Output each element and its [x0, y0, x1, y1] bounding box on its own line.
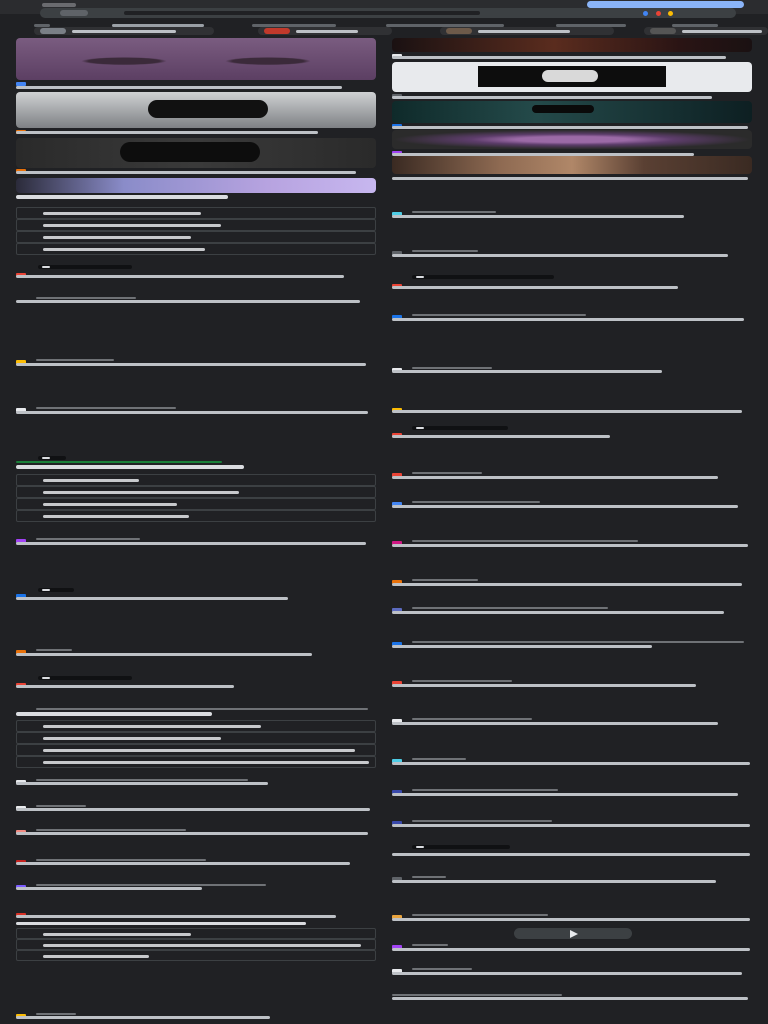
- image-caption[interactable]: [392, 254, 728, 257]
- related-searches: [16, 712, 376, 768]
- google-logo-icon[interactable]: [42, 3, 76, 7]
- image-caption[interactable]: [392, 476, 718, 479]
- related-search-item[interactable]: [16, 744, 376, 756]
- source-name: [36, 829, 186, 831]
- related-search-item[interactable]: [16, 486, 376, 498]
- short-video-badge: [38, 676, 132, 680]
- image-caption[interactable]: [16, 411, 368, 414]
- image-caption[interactable]: [392, 96, 712, 99]
- image-caption[interactable]: [16, 808, 370, 811]
- source-name: [412, 540, 638, 542]
- short-video-badge: [38, 265, 132, 269]
- tab-images[interactable]: [112, 17, 204, 27]
- image-caption[interactable]: [392, 544, 748, 547]
- source-name: [412, 250, 478, 252]
- short-video-badge: [38, 456, 66, 460]
- image-caption[interactable]: [392, 918, 750, 921]
- filter-chip[interactable]: [258, 27, 392, 35]
- image-caption[interactable]: [16, 300, 360, 303]
- source-name: [412, 472, 482, 474]
- source-name: [412, 314, 586, 316]
- play-icon[interactable]: [514, 928, 632, 939]
- image-caption[interactable]: [392, 318, 744, 321]
- source-name: [412, 579, 478, 581]
- source-name: [36, 1013, 76, 1015]
- image-result[interactable]: [16, 38, 376, 80]
- image-caption[interactable]: [392, 435, 610, 438]
- image-caption[interactable]: [16, 832, 368, 835]
- source-name: [412, 367, 492, 369]
- source-name: [412, 607, 608, 609]
- search-query: [124, 11, 480, 15]
- source-name: [412, 968, 472, 970]
- source-name: [36, 359, 114, 361]
- related-search-item[interactable]: [16, 720, 376, 732]
- source-name: [412, 641, 744, 643]
- source-name: [412, 789, 558, 791]
- source-name: [36, 407, 176, 409]
- source-name: [412, 914, 548, 916]
- image-caption[interactable]: [392, 997, 748, 1000]
- image-result[interactable]: [16, 138, 376, 168]
- image-caption[interactable]: [392, 762, 750, 765]
- related-search-item[interactable]: [16, 474, 376, 486]
- filter-chip[interactable]: [644, 27, 768, 35]
- short-video-badge: [412, 845, 510, 849]
- image-caption[interactable]: [392, 370, 662, 373]
- mic-icon[interactable]: [643, 11, 648, 16]
- image-result[interactable]: [16, 178, 376, 193]
- related-search-item[interactable]: [16, 219, 376, 231]
- source-name: [16, 461, 222, 463]
- image-caption[interactable]: [392, 611, 724, 614]
- related-search-item[interactable]: [16, 243, 376, 255]
- tab-news[interactable]: [556, 17, 626, 27]
- short-video-badge: [412, 275, 554, 279]
- image-caption[interactable]: [16, 1016, 270, 1019]
- lens-icon[interactable]: [668, 11, 673, 16]
- filter-chip[interactable]: [440, 27, 614, 35]
- image-caption[interactable]: [16, 685, 234, 688]
- image-caption[interactable]: [16, 131, 318, 134]
- image-caption[interactable]: [392, 824, 750, 827]
- image-caption[interactable]: [392, 505, 738, 508]
- image-caption[interactable]: [392, 583, 742, 586]
- image-caption[interactable]: [392, 286, 678, 289]
- image-caption[interactable]: [16, 86, 342, 89]
- image-caption[interactable]: [16, 862, 350, 865]
- image-caption[interactable]: [16, 887, 202, 890]
- image-caption[interactable]: [16, 653, 312, 656]
- camera-icon[interactable]: [656, 11, 661, 16]
- image-result[interactable]: [392, 130, 752, 149]
- source-name: [36, 779, 248, 781]
- short-video-badge: [38, 588, 74, 592]
- search-icon[interactable]: [60, 10, 88, 16]
- source-name: [36, 859, 206, 861]
- source-name: [36, 649, 72, 651]
- image-caption[interactable]: [16, 915, 336, 918]
- related-search-item[interactable]: [16, 510, 376, 522]
- image-caption[interactable]: [392, 722, 718, 725]
- short-video-badge: [412, 426, 508, 430]
- image-result[interactable]: [392, 38, 752, 52]
- source-name: [412, 758, 466, 760]
- tab-videos[interactable]: [252, 17, 336, 27]
- source-name: [392, 994, 562, 996]
- source-name: [412, 211, 496, 213]
- sign-in-button[interactable]: [587, 1, 744, 8]
- related-search-item[interactable]: [16, 231, 376, 243]
- source-name: [36, 297, 136, 299]
- image-result[interactable]: [16, 92, 376, 128]
- image-caption[interactable]: [392, 215, 684, 218]
- image-result[interactable]: [392, 101, 752, 123]
- image-caption[interactable]: [16, 171, 356, 174]
- image-caption[interactable]: [16, 542, 366, 545]
- related-search-item[interactable]: [16, 732, 376, 744]
- related-search-item[interactable]: [16, 928, 376, 939]
- image-caption[interactable]: [392, 684, 696, 687]
- image-caption[interactable]: [392, 880, 716, 883]
- related-search-item[interactable]: [16, 498, 376, 510]
- tab-all[interactable]: [34, 17, 50, 27]
- source-name: [412, 501, 540, 503]
- filter-chip[interactable]: [34, 27, 214, 35]
- image-caption[interactable]: [392, 177, 748, 180]
- image-caption[interactable]: [16, 782, 268, 785]
- related-search-item[interactable]: [16, 939, 376, 950]
- source-name: [412, 820, 552, 822]
- image-caption[interactable]: [392, 410, 742, 413]
- image-caption[interactable]: [392, 972, 742, 975]
- source-name: [36, 805, 86, 807]
- related-search-item[interactable]: [16, 207, 376, 219]
- related-search-item[interactable]: [16, 950, 376, 961]
- tab-more[interactable]: [672, 17, 718, 27]
- related-search-item[interactable]: [16, 756, 376, 768]
- related-searches: [16, 922, 376, 961]
- image-caption[interactable]: [16, 275, 344, 278]
- related-searches: [16, 465, 376, 522]
- image-caption[interactable]: [392, 126, 748, 129]
- image-caption[interactable]: [392, 793, 738, 796]
- source-name: [412, 718, 532, 720]
- source-name: [36, 708, 368, 710]
- image-caption[interactable]: [16, 363, 366, 366]
- related-searches: [16, 195, 376, 255]
- image-caption[interactable]: [16, 597, 288, 600]
- tab-shopping[interactable]: [386, 17, 504, 27]
- source-name: [412, 944, 448, 946]
- source-name: [412, 876, 446, 878]
- source-name: [36, 538, 140, 540]
- image-caption[interactable]: [392, 948, 750, 951]
- source-name: [412, 680, 512, 682]
- image-result[interactable]: [392, 62, 752, 92]
- image-caption[interactable]: [392, 645, 652, 648]
- image-caption[interactable]: [392, 56, 726, 59]
- source-name: [36, 884, 266, 886]
- image-caption[interactable]: [392, 853, 750, 856]
- image-result[interactable]: [392, 156, 752, 174]
